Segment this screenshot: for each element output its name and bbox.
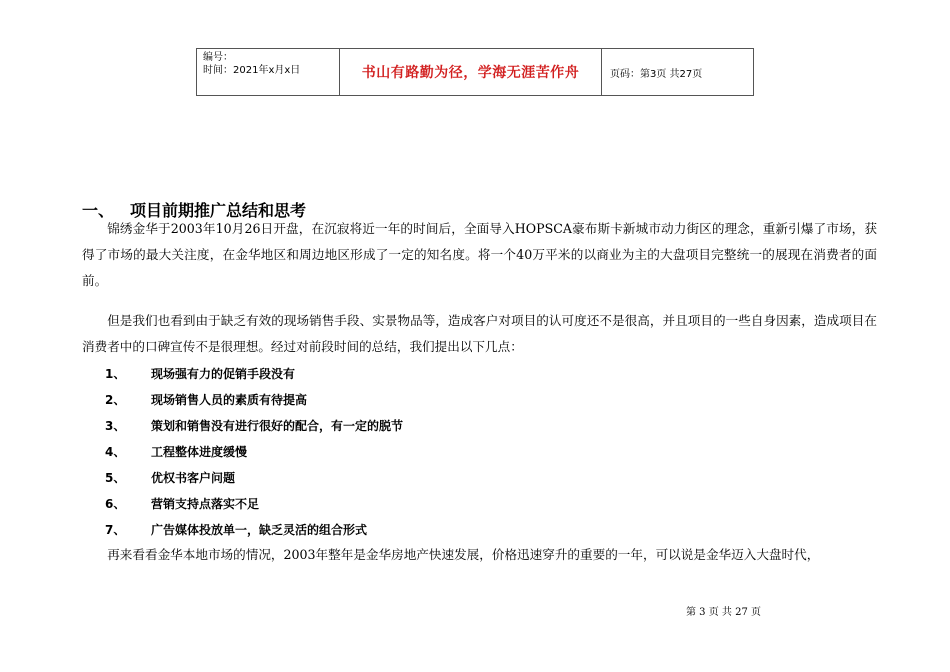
list-item-text: 现场强有力的促销手段没有 bbox=[151, 367, 296, 381]
header-page-code: 页码：第3页 共27页 bbox=[610, 68, 703, 80]
paragraph-issues: 但是我们也看到由于缺乏有效的现场销售手段、实景物品等，造成客户对项目的认可度还不是很高，并且项目的一些自身因素，造成项目在消费者中的口碑宣传不是很理想。经过对前段时间的总结，我们提出以下几点： bbox=[82, 313, 877, 354]
list-item-text: 策划和销售没有进行很好的配合，有一定的脱节 bbox=[151, 419, 404, 433]
header-motto: 书山有路勤为径，学海无涯苦作舟 bbox=[340, 49, 602, 95]
document-date: 时间：2021年x月x日 bbox=[203, 65, 301, 76]
list-item-number: 5、 bbox=[105, 471, 126, 485]
document-number-label: 编号： bbox=[203, 52, 233, 63]
list-item bbox=[105, 361, 403, 387]
section-title: 项目前期推广总结和思考 bbox=[130, 201, 307, 220]
list-item-number: 6、 bbox=[105, 497, 126, 511]
list-item bbox=[105, 491, 403, 517]
list-item bbox=[105, 413, 403, 439]
paragraph-market: 再来看看金华本地市场的情况，2003年整年是金华房地产快速发展，价格迅速穿升的重要的一年，可以说是金华迈入大盘时代， bbox=[107, 547, 820, 562]
list-item bbox=[105, 387, 403, 413]
header-table bbox=[196, 48, 754, 96]
list-item-text: 营销支持点落实不足 bbox=[151, 497, 260, 511]
list-item-number: 3、 bbox=[105, 419, 126, 433]
list-item bbox=[105, 517, 403, 543]
list-item bbox=[105, 439, 403, 465]
list-item-number: 4、 bbox=[105, 445, 126, 459]
list-item bbox=[105, 465, 403, 491]
list-item-text: 优权书客户问题 bbox=[151, 471, 236, 485]
paragraph-intro: 锦绣金华于2003年10月26日开盘，在沉寂将近一年的时间后，全面导入HOPSCA豪布斯卡新城市动力街区的理念，重新引爆了市场，获得了市场的最大关注度，在金华地区和周边地区形成了一定的知名度。将一个40万平米的以商业为主的大盘项目完整统一的展现在消费者的面前。 bbox=[82, 221, 877, 288]
list-item-number: 1、 bbox=[105, 367, 126, 381]
header-meta-cell bbox=[197, 49, 340, 95]
list-item-text: 现场销售人员的素质有待提高 bbox=[151, 393, 308, 407]
footer-page-number: 第 3 页 共 27 页 bbox=[686, 607, 761, 618]
list-item-number: 7、 bbox=[105, 523, 126, 537]
list-item-number: 2、 bbox=[105, 393, 126, 407]
list-item-text: 工程整体进度缓慢 bbox=[151, 445, 248, 459]
issue-list bbox=[105, 361, 403, 543]
section-number: 一、 bbox=[82, 201, 115, 220]
list-item-text: 广告媒体投放单一，缺乏灵活的组合形式 bbox=[151, 523, 368, 537]
